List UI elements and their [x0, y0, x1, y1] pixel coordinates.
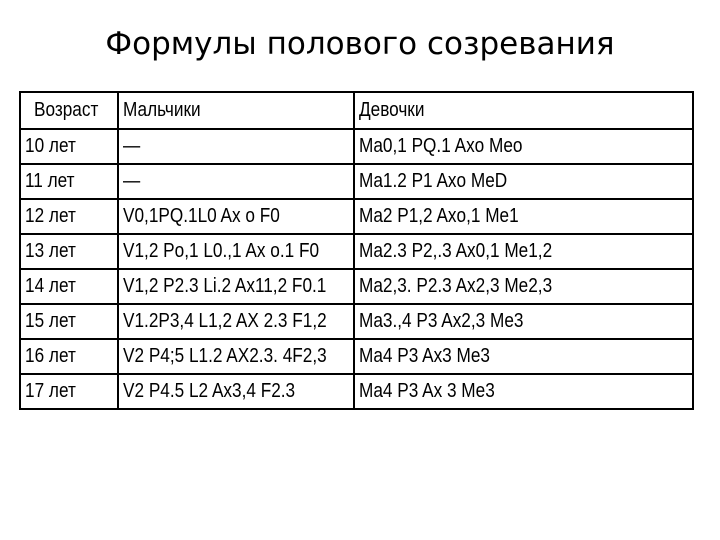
- girls-formula-cell: Ma4 P3 Ax3 Me3: [354, 339, 693, 374]
- puberty-formulas-table: [19, 91, 694, 410]
- age-cell: 17 лет: [20, 374, 118, 409]
- girls-formula-cell: Ma2,3. P2.3 Ax2,3 Me2,3: [354, 269, 693, 304]
- age-cell: 10 лет: [20, 129, 118, 164]
- header-boys: Мальчики: [118, 92, 354, 129]
- boys-formula-cell: V2 P4.5 L2 Ax3,4 F2.3: [118, 374, 354, 409]
- header-girls: Девочки: [354, 92, 693, 129]
- boys-formula-cell: V1.2P3,4 L1,2 AX 2.3 F1,2: [118, 304, 354, 339]
- girls-formula-cell: Ma3.,4 P3 Ax2,3 Me3: [354, 304, 693, 339]
- boys-formula-cell: V2 P4;5 L1.2 AX2.3. 4F2,3: [118, 339, 354, 374]
- boys-formula-cell: V1,2 P2.3 Li.2 Ax11,2 F0.1: [118, 269, 354, 304]
- table-row: [20, 199, 693, 234]
- age-cell: 16 лет: [20, 339, 118, 374]
- age-cell: 11 лет: [20, 164, 118, 199]
- table-row: [20, 164, 693, 199]
- age-cell: 13 лет: [20, 234, 118, 269]
- girls-formula-cell: Ma2 P1,2 Axo,1 Me1: [354, 199, 693, 234]
- table-row: [20, 269, 693, 304]
- boys-formula-cell: V0,1PQ.1L0 Ax o F0: [118, 199, 354, 234]
- table-header-row: [20, 92, 693, 129]
- age-cell: 15 лет: [20, 304, 118, 339]
- girls-formula-cell: Ma2.3 P2,.3 Ax0,1 Me1,2: [354, 234, 693, 269]
- slide-title: Формулы полового созревания: [105, 26, 615, 62]
- table-row: [20, 234, 693, 269]
- girls-formula-cell: Ma4 P3 Ax 3 Me3: [354, 374, 693, 409]
- table-row: [20, 339, 693, 374]
- boys-formula-cell: —: [118, 129, 354, 164]
- girls-formula-cell: Ma1.2 P1 Axo MeD: [354, 164, 693, 199]
- boys-formula-cell: —: [118, 164, 354, 199]
- table-row: [20, 304, 693, 339]
- table-row: [20, 374, 693, 409]
- girls-formula-cell: Ma0,1 PQ.1 Axo Meo: [354, 129, 693, 164]
- table-row: [20, 129, 693, 164]
- header-age: Возраст: [20, 92, 118, 129]
- boys-formula-cell: V1,2 Po,1 L0.,1 Ax o.1 F0: [118, 234, 354, 269]
- age-cell: 14 лет: [20, 269, 118, 304]
- age-cell: 12 лет: [20, 199, 118, 234]
